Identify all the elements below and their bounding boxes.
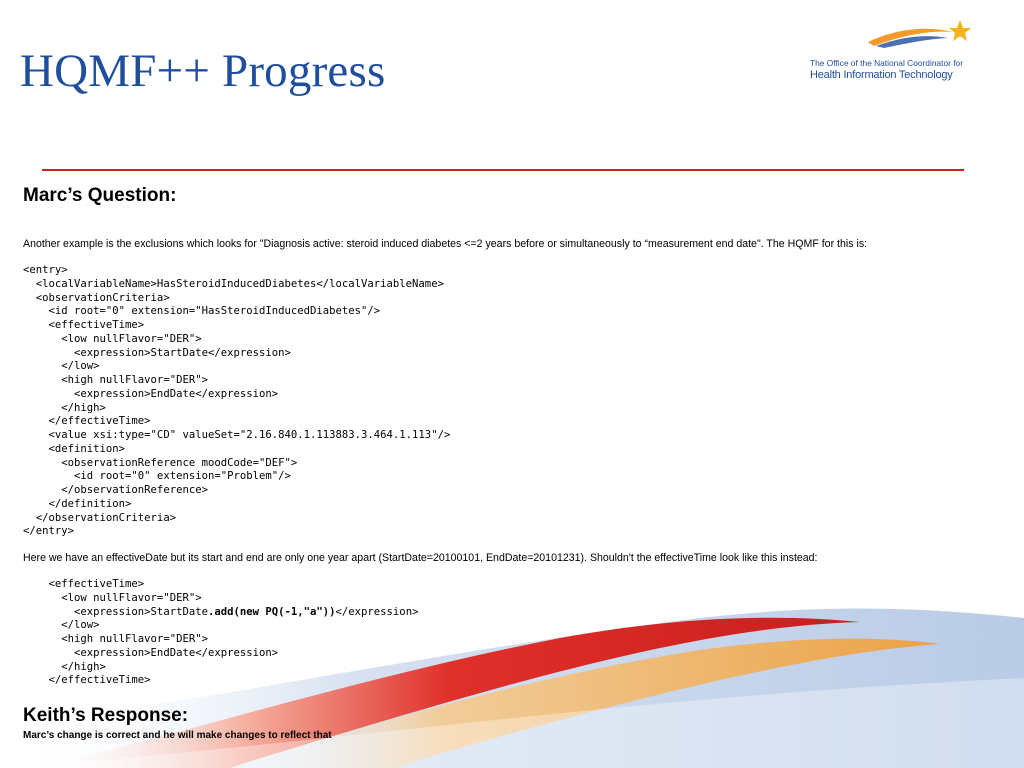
code-line: <observationCriteria> bbox=[23, 291, 170, 304]
code-line: <expression>StartDate</expression> bbox=[23, 346, 291, 359]
code-line: </effectiveTime> bbox=[23, 415, 151, 428]
code-line: <low nullFlavor="DER"> bbox=[23, 591, 202, 604]
question-heading: Marc’s Question: bbox=[23, 185, 177, 206]
middle-paragraph: Here we have an effectiveDate but its start and end are only one year apart (StartDate=20100101, EndDate=20101231). Shouldn't the effectiveTime look like this instead: bbox=[23, 552, 818, 564]
code-line: </high> bbox=[23, 660, 106, 673]
code-line: <low nullFlavor="DER"> bbox=[23, 332, 202, 345]
code-line: </low> bbox=[23, 619, 100, 632]
code-line: <definition> bbox=[23, 442, 126, 455]
code-line: </observationReference> bbox=[23, 484, 208, 496]
code-line: <id root="0" extension="Problem"/> bbox=[23, 470, 291, 483]
code-line: <high nullFlavor="DER"> bbox=[23, 374, 208, 386]
code-block-entry bbox=[23, 264, 450, 539]
code-line: </effectiveTime> bbox=[23, 674, 151, 687]
code-line: </high> bbox=[23, 401, 106, 414]
code-line: <high nullFlavor="DER"> bbox=[23, 633, 208, 645]
code-line: <expression>EndDate</expression> bbox=[23, 387, 279, 400]
code-line: <observationReference moodCode="DEF"> bbox=[23, 456, 298, 469]
star-swoosh-icon bbox=[808, 18, 978, 48]
logo-text-line1: The Office of the National Coordinator for bbox=[810, 58, 964, 68]
code-highlight: .add(new PQ(-1,"a")) bbox=[207, 605, 336, 618]
code-line: </low> bbox=[23, 360, 100, 373]
code-line: </expression> bbox=[335, 605, 419, 618]
code-line: <effectiveTime> bbox=[23, 578, 145, 590]
code-line: <expression>StartDate bbox=[23, 605, 208, 618]
code-line: <localVariableName>HasSteroidInducedDiabetes</localVariableName> bbox=[23, 277, 444, 290]
code-line: </entry> bbox=[23, 525, 75, 538]
code-line: </observationCriteria> bbox=[23, 511, 177, 524]
code-line: <expression>EndDate</expression> bbox=[23, 646, 279, 659]
logo-text-line2: Health Information Technology bbox=[810, 69, 953, 81]
code-line: <value xsi:type="CD" valueSet="2.16.840.1.113883.3.464.1.113"/> bbox=[23, 429, 451, 441]
response-heading: Keith’s Response: bbox=[23, 705, 189, 726]
code-line: <id root="0" extension="HasSteroidInducedDiabetes"/> bbox=[23, 305, 381, 318]
onc-logo bbox=[808, 18, 978, 81]
code-line: </definition> bbox=[23, 497, 132, 510]
code-block-effective-time bbox=[23, 578, 418, 688]
code-line: <effectiveTime> bbox=[23, 319, 145, 331]
response-text: Marc’s change is correct and he will make changes to reflect that bbox=[23, 730, 332, 741]
slide-title: HQMF++ Progress bbox=[20, 45, 386, 97]
intro-paragraph: Another example is the exclusions which looks for "Diagnosis active: steroid induced diabetes <=2 years before or simultaneously to “measurement end date". The HQMF for this is: bbox=[23, 238, 868, 250]
title-divider bbox=[42, 169, 964, 171]
code-line: <entry> bbox=[23, 264, 68, 276]
